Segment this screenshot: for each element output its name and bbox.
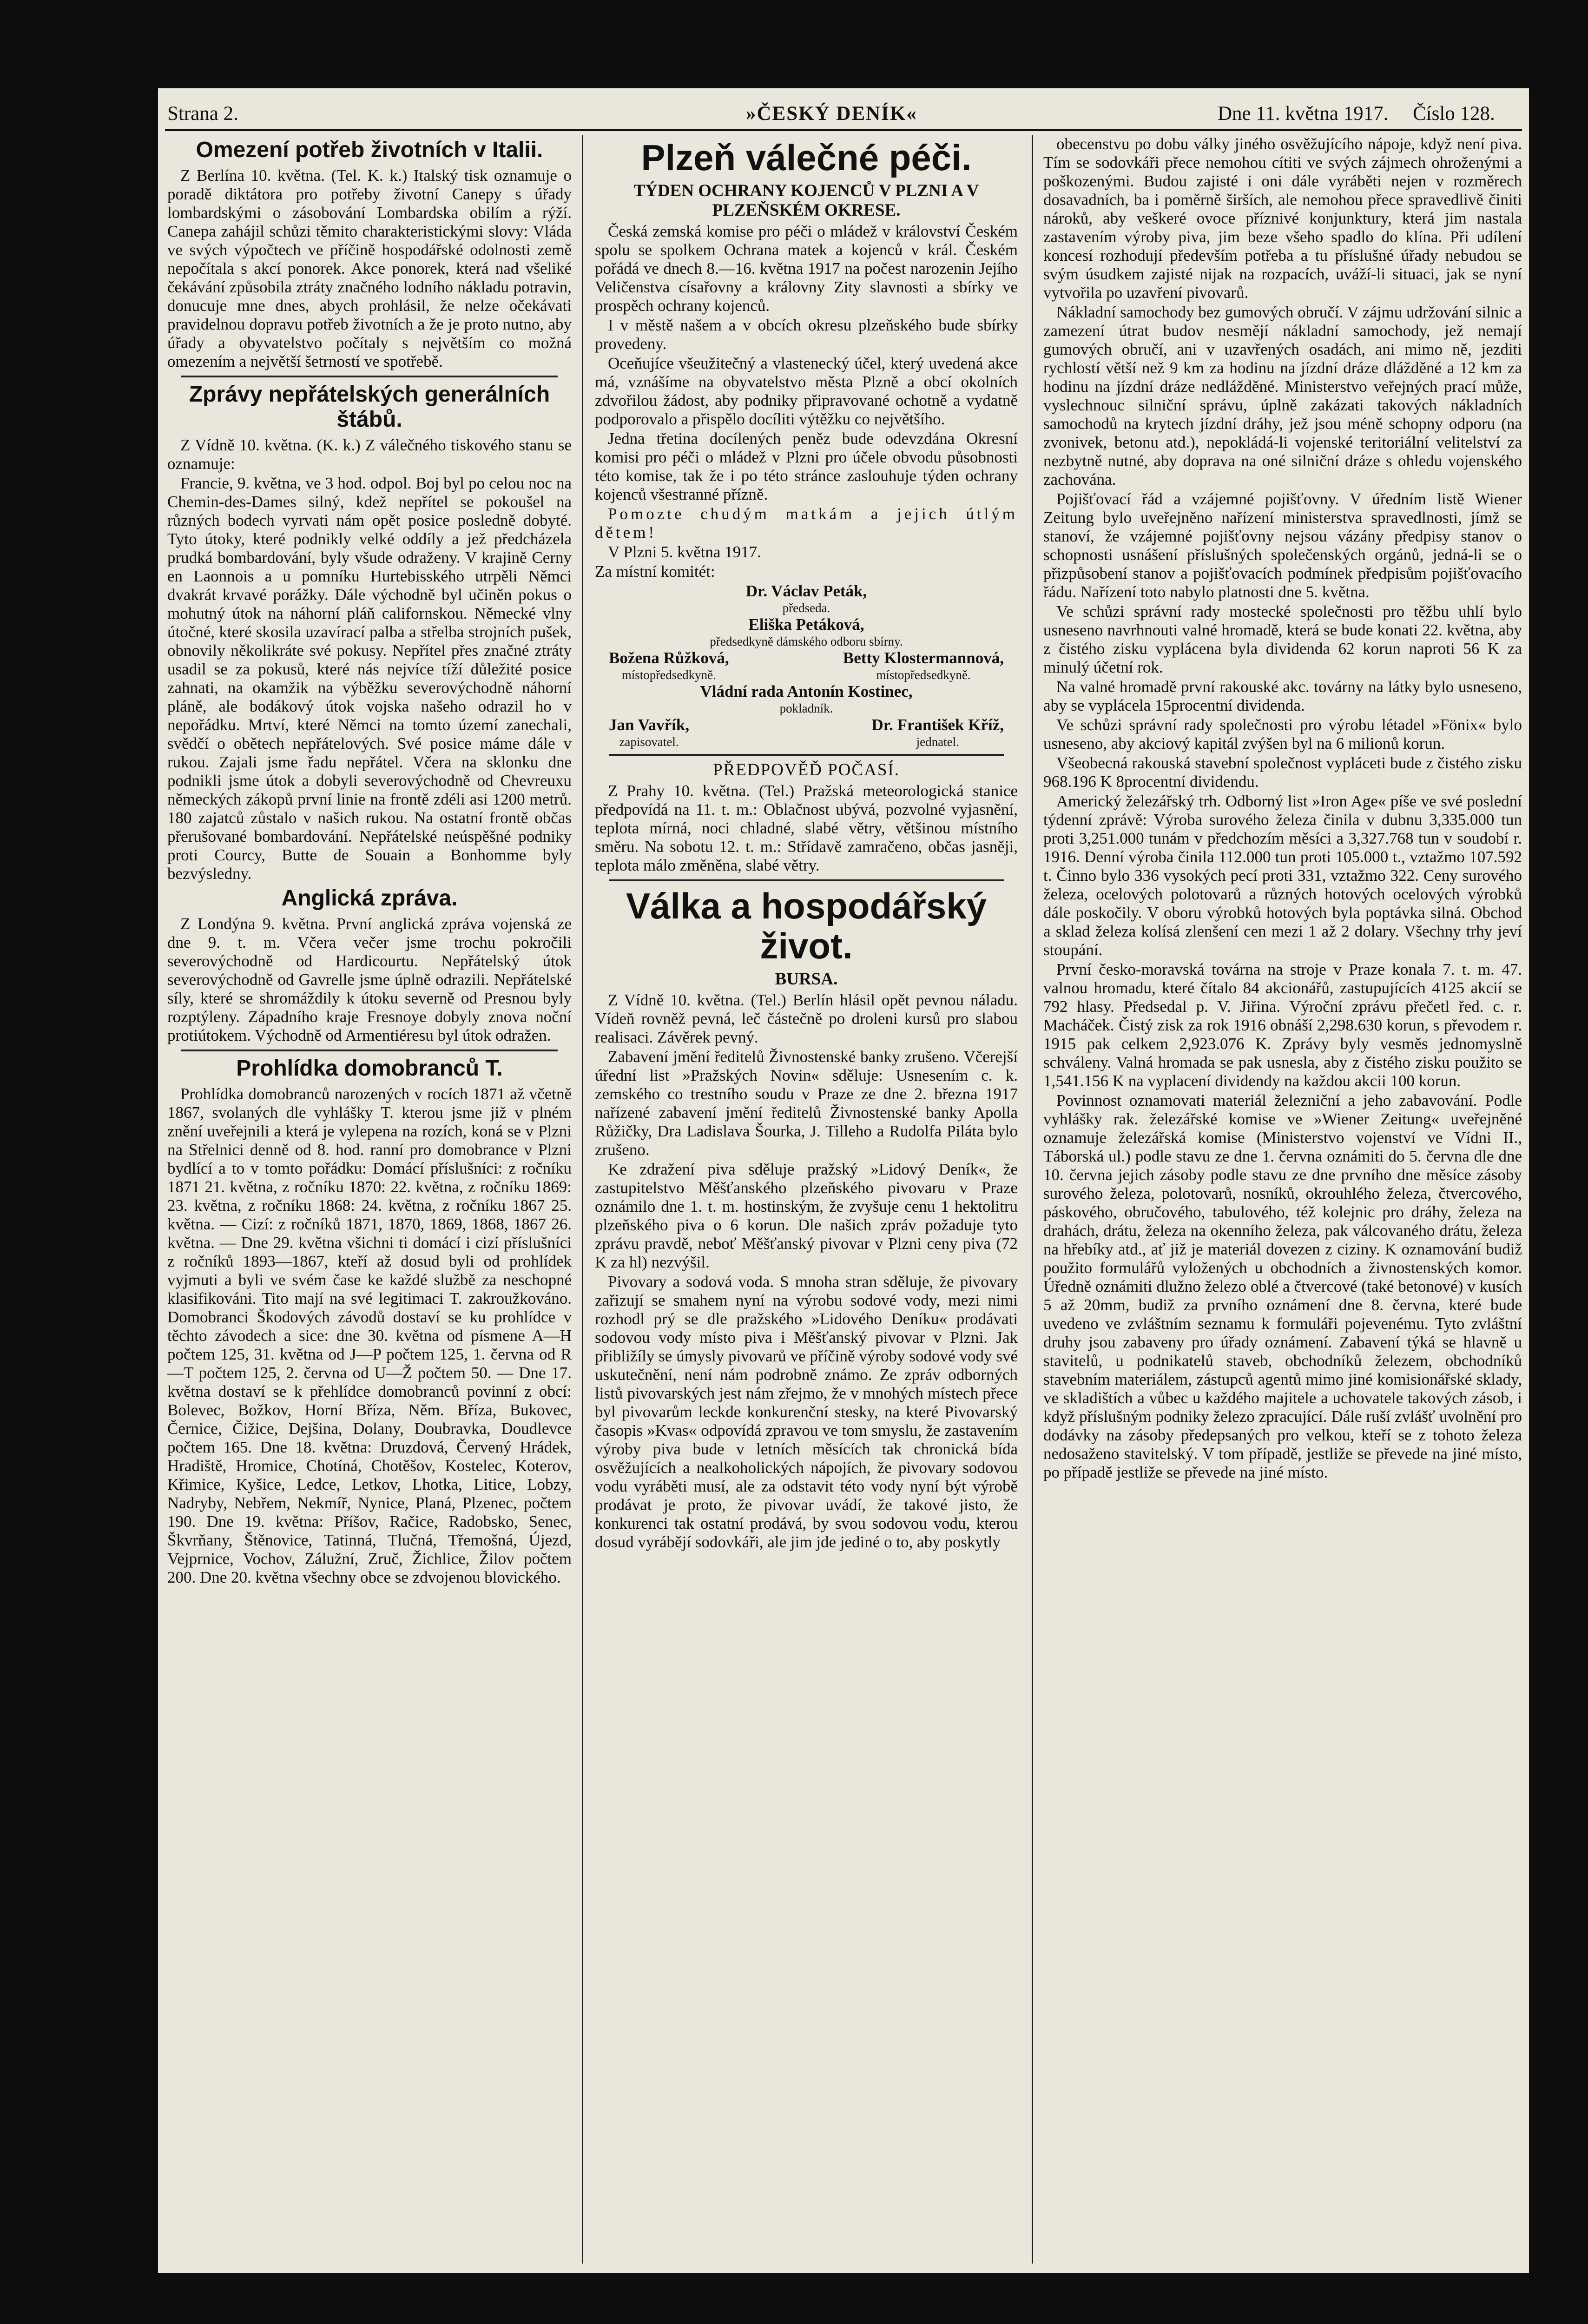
column-1 (167, 135, 572, 2268)
article-text: I v městě našem a v obcích okresu plzeňského bude sbírky provedeny. (595, 316, 1018, 353)
separator (609, 879, 1004, 881)
signatory-name: Jan Vavřík, (609, 716, 690, 734)
article-text: obecenstvu po dobu války jiného osvěžujícího nápoje, když není piva. Tím se sodovkáři přece nemohou cítiti ve svých zájmech ohroženými a poškozenými. Budou zajisté i oni dále vyráběti nejen v rozměrech dosavadních, ba i poměrně širších, ale nemohou přece spravedlivě činiti nároků, aby veškeré ovoce příznivé konjunktury, která jim nastala zastavením výroby piva, jim beze všeho spadlo do klína. Při udílení koncesí rozhodují především potřeba a tu příslušné úřady nebudou se svým úsudkem zajisté nijak na rozpacích, uváží-li situaci, jak se nyní vytvořila po uzavření pivovarů. (1043, 135, 1522, 302)
signatory-role: jednatel. (916, 735, 959, 749)
column-divider-1 (582, 135, 583, 2264)
article-title: Zprávy nepřátelských generálních štábů. (189, 382, 550, 432)
article-text: Z Prahy 10. května. (Tel.) Pražská meteorologická stanice předpovídá na 11. t. m.: Oblačnost ubývá, pozvolné vyjasnění, teplota mírná, noci chladné, slabé větry, většinou místního směru. Na sobotu 12. t. m.: Střídavě zamračeno, občas jasněji, teplota málo změněna, slabé větry. (595, 782, 1018, 874)
signatory-role: předsedkyně dámského odboru sbírny. (710, 634, 903, 648)
place-date: V Plzni 5. května 1917. (608, 543, 761, 561)
news-item: První česko-moravská továrna na stroje v Praze konala 7. t. m. 47. valnou hromadu, které čítalo 84 akcionářů, zastupujících 4125 akcií se 792 hlasy. Předsedal p. V. Jiřina. Výroční zprávu přečetl řed. c. r. Macháček. Čistý zisk za rok 1916 obnáší 2,298.630 korun, s převodem r. 1915 pak celkem 2,923.076 K. Zprávy byly vesměs jednomyslně schváleny. Valná hromada se pak usnesla, aby z čistého zisku použito se 1,541.156 K na vyplacení dividendy na každou akcii 100 korun. (1043, 960, 1522, 1090)
signatory-role: pokladník. (779, 701, 833, 715)
column-2 (595, 135, 1018, 2268)
signatory-name: Vládní rada Antonín Kostinec, (700, 682, 913, 700)
news-item: Na valné hromadě první rakouské akc. továrny na látky bylo usneseno, aby se vyplácela 15procentní dividenda. (1043, 678, 1522, 714)
signatory-role: zapisovatel. (619, 735, 679, 749)
article-subtitle: BURSA. (775, 970, 838, 989)
news-item: Pojišťovací řád a vzájemné pojišťovny. V úředním listě Wiener Zeitung bylo uveřejněno nařízení ministerstva spravedlnosti, jímž se stanoví, že vzájemné pojišťovny nejsou vázány předpisy stanov o schopnosti usnášení příslušných společenských orgánů, jedná-li se o přizpůsobení stanov a pojišťovacích podmínek předpisům pojišťovacího řádu. Nařízení toto nabylo platnosti dne 5. května. (1043, 490, 1522, 601)
section-title: Plzeň válečné péči. (641, 137, 972, 178)
separator (181, 1050, 558, 1051)
article-text: Česká zemská komise pro péči o mládež v království Českém spolu se spolkem Ochrana matek a kojenců v král. Českém pořádá ve dnech 8.—16. května 1917 na počest narozenin Jejího Veličenstva císařovny a královny Zity slavnosti a sbírky ve prospěch ochrany kojenců. (595, 222, 1018, 315)
separator (181, 376, 558, 377)
article-text: Jedna třetina docílených peněz bude odevzdána Okresní komisi pro péči o mládež v Plzni pro účele obvodu působnosti této komise, tak že i po této stránce zaslouhuje týden ochrany kojenců všestranné přízně. (595, 429, 1018, 503)
committee-title: Za místní komitét: (595, 562, 715, 581)
signatory-row (595, 716, 1018, 749)
section-title: Válka a hospodářský život. (626, 885, 987, 966)
column-divider-2 (1032, 135, 1033, 2264)
signatory-name: Dr. František Kříž, (871, 716, 1004, 734)
appeal-text: Pomozte chudým matkám a jejich útlým dětem! (595, 505, 1018, 541)
separator (609, 754, 1004, 756)
page-header (158, 88, 1529, 131)
article-text: Oceňujíce všeužitečný a vlastenecký účel, který uvedená akce má, vznášíme na obyvatelstvo města Plzně a obcí okolních zdvořilou žádost, aby podniky připravované ochotně a vydatně podporovalo a přispělo docíliti výtěžku co největšího. (595, 354, 1018, 428)
signatory-name: Božena Růžková, (609, 649, 729, 667)
signatory-name: Eliška Petáková, (748, 615, 864, 634)
article-text: Z Londýna 9. května. První anglická zpráva vojenská ze dne 9. t. m. Včera večer jsme trochu pokročili severovýchodně od Hardicourtu. Nepřátelský útok severovýchodně od Gavrelle jsme úplně odrazili. Nepřátelské síly, které se shromáždily k útoku severně od Presnou byly rozptýleny. Západního kraje Fresnoye dobyly znova noční protiútokem. Východně od Armentiéresu byl útok odražen. (167, 915, 572, 1044)
article-text: Z Vídně 10. května. (Tel.) Berlín hlásil opět pevnou náladu. Vídeň rovněž pevná, leč částečně po droleni kursů pro slabou realisaci. Závěrek pevný. (595, 991, 1018, 1046)
article-title: Omezení potřeb životních v Italii. (196, 138, 543, 162)
article-title: PŘEDPOVĚĎ POČASÍ. (712, 760, 900, 779)
article-text: Zabavení jmění ředitelů Živnostenské banky zrušeno. Včerejší úřední list »Pražských Novin« sděluje: Usnesením c. k. zemského co trestního soudu v Praze ze dne 2. března 1917 nařízené zabavení jmění ředitelů Živnostenské banky Apolla Růžičky, Dra Ladislava Šourka, J. Tilleho a Rudolfa Piláta bylo zrušeno. (595, 1048, 1018, 1159)
news-item: Povinnost oznamovati materiál železniční a jeho zabavování. Podle vyhlášky rak. železářské komise ve »Wiener Zeitung« uveřejněné oznamuje železářská komise (Ministerstvo vojenství ve Vídni II., Táborská ul.) podle stavu ze dne 1. června oznámiti do 5. června dle dne 10. června jejich zásoby podle stavu ze dne prvního dne měsíce zásoby surového železa, polotovarů, nosníků, okrouhlého železa, čtvercového, páskového, obručového, tabulového, též kolejnic pro dráhy, železa na drahách, drátu, železa na okenního železa, pak válcovaného drátu, železa na hřebíky atd., ať již je materiál dovezen z ciziny. K oznamování budiž použito formulářů vyložených u obchodních a živnostenských komor. Úředně oznámiti dlužno železo oblé a čtvercové (také betonové) v kusích 5 až 20mm, budiž za prvního oznámení dne 8. června, které bude uvedeno ve zvláštním seznamu k formuláři pojevenému. Tyto zvláštní druhy jsou zabaveny pro úřady oznámení. Zabavení týká se hlavně u stavitelů, u podnikatelů staveb, obchodníků železem, obchodníků stavebním materiálem, zástupců agentů mimo jiné komisionářské sklady, ve skladištích a vůbec u každého majitele a uchovatele takových zásob, i když příslušným podniky železo zpracující. Dále ruší zvlášť uvolnění pro dodávky na zásoby předepsaných pro velkou, kteří se z tohoto železa nedosaženo stavitelský. V tom případě, jestliže se převede na jiné místo, po případě jestliže se převede na jiné místo. (1043, 1091, 1522, 1481)
news-item: Všeobecná rakouská stavební společnost vypláceti bude z čistého zisku 968.196 K 8procentní dividendu. (1043, 754, 1522, 791)
header-rule (165, 129, 1522, 131)
article-text: Ke zdražení piva sděluje pražský »Lidový Deník«, že zastupitelstvo Měšťanského plzeňského pivovaru v Praze oznámilo dne 1. t. m. hostinským, že zvyšuje cenu 1 hektolitru plzeňského piva o 6 korun. Dle našich zpráv požaduje tyto zprávu pravdě, neboť Měšťanský pivovar v Plzni ceny piva (72 K za hl) nezvýšil. (595, 1160, 1018, 1271)
signatory-role: místopředsedkyně. (876, 668, 971, 682)
masthead-title: »ČESKÝ DENÍK« (746, 103, 917, 125)
signatory-name: Dr. Václav Peták, (745, 582, 867, 600)
article-text: Z Berlína 10. května. (Tel. K. k.) Italský tisk oznamuje o poradě diktátora pro potřeby životní Canepy s úřady lombardskými o zásobování Lombardska obilím a rýží. Canepa zahájil schůzi těmito charakteristickými slovy: Vláda ve svých výpočtech ve příčině hospodářské odolnosti země nepočítala s akcí ponorek. Akce ponorek, která nad všeliké čekávání způsobila ztráty značného lodního nákladu potravin, donucuje mne dnes, abych prohlásil, že nelze očekávati pravidelnou dopravu potřeb životních a že je proto nutno, aby úřady a obyvatelstvo počítaly s největším co možná omezením a největší šetrností ve spotřebě. (167, 166, 572, 370)
signatory-row (595, 649, 1018, 682)
signatory-role: předseda. (782, 601, 830, 615)
article-subtitle: TÝDEN OCHRANY KOJENCŮ V PLZNI A V PLZEŇSKÉM OKRESE. (633, 181, 979, 220)
issue-number: Číslo 128. (1413, 103, 1495, 125)
news-item: Americký železářský trh. Odborný list »Iron Age« píše ve své poslední týdenní zprávě: Výroba surového železa činila v dubnu 3,335.000 tun proti 3,251.000 tunám v předchozím měsíci a 3,327.768 tun v soudobí r. 1916. Denní výroba činila 112.000 tun proti 105.000 t., vztažmo 107.592 t. Činno bylo 336 vysokých pecí proti 331, vztažmo 322. Ceny surového železa, ocelových polotovarů a různých hotových ocelových výrobků dále poskočily. V oboru výrobků hotových byla poptávka silná. Obchod a sklad železa kolísá zlenšení cen mezi 1 až 2 dolary. Všechny trhy jeví stoupání. (1043, 792, 1522, 959)
article-lead: Z Vídně 10. května. (K. k.) Z válečného tiskového stanu se oznamuje: (167, 436, 572, 473)
signatory-name: Betty Klostermannová, (843, 649, 1004, 667)
article-text: Prohlídka domobranců narozených v rocích 1871 až včetně 1867, svolaných dle vyhlášky T. kterou jsme již v plném znění uveřejnili a která je vylepena na rozích, koná se v Plzni na Střelnici denně od 8. hod. ranní pro domobrance v Plzni bydlící a to v tomto pořádku: Domácí příslušníci: z ročníku 1871 21. května, z ročníku 1870: 22. května, z ročníku 1869: 23. května, z ročníku 1868: 24. května, z ročníku 1867 25. května. — Cizí: z ročníků 1871, 1870, 1869, 1868, 1867 26. května. — Dne 29. května všichni ti domácí i cizí příslušníci z ročníků 1893—1867, kteří až dosud byli od prohlídek vyjmuti a byli ve svém čase ke každé službě za neschopné klasifikováni. Tito mají na své legitimaci T. zakroužkováno. Domobranci Škodových závodů dostaví se ku prohlídce v těchto závodech a sice: dne 30. května od písmene A—H počtem 125, 31. května od J—P počtem 125, 1. června od R—T počtem 125, 2. června od U—Ž počtem 50. — Dne 17. května dostaví se k přehlídce domobranců povinní z obcí: Bolevec, Božkov, Horní Bříza, Něm. Bříza, Bukovec, Černice, Čižice, Dejšina, Dolany, Doubravka, Doudlevce počtem 165. Dne 18. května: Druzdová, Červený Hrádek, Hradiště, Hromice, Chotíná, Chotěšov, Kostelec, Koterov, Křimice, Kyšice, Ledce, Letkov, Lhotka, Litice, Lobzy, Nadryby, Nebřem, Nekmíř, Nynice, Planá, Plzenec, počtem 190. Dne 19. května: Příšov, Račice, Radobsko, Senec, Škvrňany, Štěnovice, Tatinná, Tlučná, Třemošná, Újezd, Vejprnice, Vochov, Zálužní, Zruč, Žichlice, Žilov počtem 200. Dne 20. května všechny obce se zdvojenou blovického. (167, 1085, 572, 1586)
newspaper-page (158, 88, 1529, 2273)
article-text: Francie, 9. května, ve 3 hod. odpol. Boj byl po celou noc na Chemin-des-Dames silný, kdež nepřítel se pokoušel na různých bodech vyrvati nám opět posice posledně dobyté. Tyto útoky, které podnikly velké oddíly a jež předcházela prudká bombardování, byly všude odraženy. V krajině Cerny en Laonnois a u pomníku Hurtebisského utrpěli Němci dvakrát krvavé porážky. Dále východně byl učiněn pokus o mohutný útok na náhorní pláň californskou. Německé vlny útočné, které skosila uzavírací palba a střelba strojních pušek, obnovily několikráte své pokusy. Nepřítel přes značné ztráty usadil se za pokusů, které nás nejvíce tíží důležité posice zahnati, na okamžik na výběžku severovýchodně náhorní pláně, ale bodákový útok vojska našeho odrazil ho v nepořádku. Mrtví, které Němci na tomto území zanechali, svědčí o obětech nepřátelových. Své posice máme dále v rukou. Zajali jsme řadu nepřátel. Včera na sklonku dne podnikli jsme útok a dobyli severovýchodně od Chevreuxu německých zákopů první linie na frontě zdéli asi 1200 metrů. 180 zajatců zůstalo v našich rukou. Na ostatní frontě občas přerušované bombardování. Nepřátelské neúspěšné podniky proti Courcy, Butte de Souain a Bonhomme byly bezvýsledny. (167, 474, 572, 883)
article-text: Pivovary a sodová voda. S mnoha stran sděluje, že pivovary zařizují se smahem nyní na výrobu sodové vody, mezi nimi rozhodl prý se dle pražského »Lidového Deníku« prodávati sodovou vody místo piva i Měšťanský pivovar v Plzni. Jak přibližíly se úmysly pivovarů ve příčině výroby sodové vody své uskutečnění, není nám podrobně známo. Ze zpráv odborných listů pivovarských jest nám zřejmo, že v mnohých místech přece byl pivovarům leckde konkurenční stesky, na které Pivovarský časopis »Kvas« odpovídá zpravou ve tom smyslu, že zastavením výroby piva bude v letních měsících tak chronická bída osvěžujících a nealkoholických nápojích, že pivovary sodovou vodu vyráběti musí, ale za odstavit této vody nyní být výrobě prodávat je proto, že pivovar uvádí, že takové jisto, že konkurenci tak ostatní prodává, by svou sodovou vodu, kterou dosud vyrábějí sodovkáři, ale jim jde jediné o to, aby poskytly (595, 1273, 1018, 1551)
column-3 (1043, 135, 1522, 2268)
news-item: Ve schůzi správní rady mostecké společnosti pro těžbu uhlí bylo usneseno navrhnouti valné hromadě, která se bude konati 22. května, aby z čistého zisku vyplácena byla dividenda 62 korun naproti 56 K za minulý účetní rok. (1043, 602, 1522, 676)
news-item: Ve schůzi správní rady společnosti pro výrobu létadel »Fönix« bylo usneseno, aby akciový kapitál zvýšen byl na 6 milionů korun. (1043, 716, 1522, 753)
signatory-role: místopředsedkyně. (621, 668, 716, 682)
issue-date: Dne 11. května 1917. (1218, 103, 1389, 125)
article-title: Prohlídka domobranců T. (236, 1056, 503, 1081)
article-title: Anglická zpráva. (281, 886, 458, 911)
page-number: Strana 2. (167, 103, 238, 125)
news-item: Nákladní samochody bez gumových obručí. V zájmu udržování silnic a zamezení útrat budov nesmějí nákladní samochody, jež nemají gumových obručí, ani v uzavřených osadách, ani mimo ně, jezditi rychlostí větší než 9 km za hodinu na jízdní dráze dlážděné a 12 km za hodinu na jízdní dráze nedlážděné. Ministerstvo veřejných prací může, vyslechnouc silniční správu, úplně zakázati takových nákladních samochodů na krytech jízdní dráhy, jež jsou méně schopny odporu (na zvonivek, betonu atd.), nepokládá-li vojenské teritoriální velitelství za nezbytně nutné, aby doprava na oné silniční dráze s ohledu vojenského zachována. (1043, 303, 1522, 489)
